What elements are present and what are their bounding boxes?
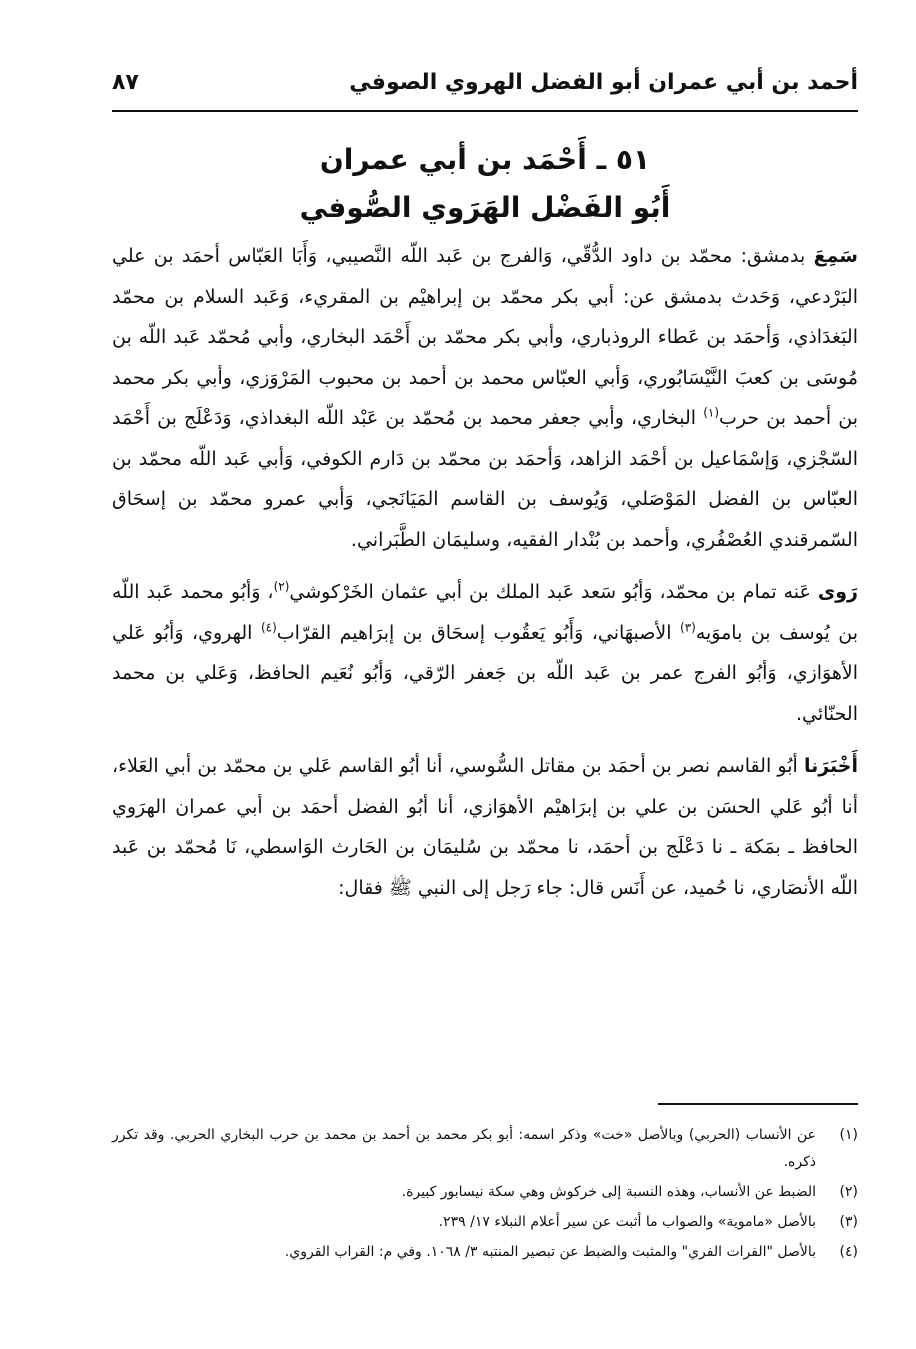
footnote-divider (658, 1103, 858, 1105)
paragraph-text: ، وَأبُو محمد عَبد اللّه بن يُوسف بن باموَيه (112, 581, 858, 644)
paragraph-lead: سَمِعَ (813, 245, 858, 267)
footnote (112, 1122, 858, 1176)
footnote (112, 1239, 858, 1266)
body-text (112, 236, 858, 920)
footnote-marker: (٢) (273, 579, 290, 594)
entry-heading-line-2: أَبُو الفَضْل الهَرَوي الصُّوفي (299, 191, 671, 224)
paragraph-lead: أَخْبَرَنا (803, 755, 858, 777)
paragraph-heard-from (112, 236, 858, 560)
footnote-number: (١) (839, 1127, 858, 1143)
paragraph-text: البخاري، وأبي جعفر محمد بن مُحمّد بن عَبْد اللّه البغداذي، وَدَعْلَج بن أَحْمَد السّجْزي، وَإسْمَاعيل بن أحْمَد الزاهد، وَأحمَد بن محمّد بن دَارم الكوفي، وَأبي عَبد اللّه محمّد بن العبّاس بن الفضل المَوْصَلي، وَيُوسف بن القاسم المَيَانَجي، وَأبي عمرو محمّد بن إسحَاق السّمرقندي العُصْفُري، وأحمد بن بُنْدار الفقيه، وسليمَان الطَّبَراني. (112, 407, 858, 551)
footnote-text: عن الأنساب (الحربي) وبالأصل «خت» وذكر اسمه: أبو بكر محمد بن أحمد بن محمد بن حرب البخاري الحربي. وقد تكرر ذكره. (112, 1127, 816, 1170)
footnote-number: (٢) (839, 1184, 858, 1200)
entry-heading-line-1: ٥١ ـ أَحْمَد بن أبي عمران (319, 143, 651, 176)
footnote-marker: (٣) (680, 620, 696, 635)
footnote (112, 1209, 858, 1236)
paragraph-lead: رَوى (817, 581, 858, 603)
page-number: ٨٧ (112, 70, 139, 95)
footnote-marker: (٤) (260, 620, 277, 635)
paragraph-chain (112, 746, 858, 908)
paragraph-text: بدمشق: محمّد بن داود الدُّقّي، وَالفرج بن عَبد اللّه النَّصيبي، وَأَبَا العَبّاس أحمَد بن علي البَرْدعي، وَحَدث بدمشق عن: أبي بكر محمّد بن إبراهيْم بن المقريء، وَعَبد السلام بن محمّد البَغدَاذي، وَأحمَد بن عَطاء الروذباري، وأبي بكر محمّد بن أَحْمَد البخاري، وأبي مُحمّد عَبد اللّه بن مُوسَى بن كعبَ النَّيْسَابُوري، وَأبي العبّاس محمد بن أحمد بن محبوب المَرْوَزي، وأبي بكر محمد بن أحمد بن حرب (112, 245, 859, 429)
paragraph-text: عَنه تمام بن محمّد، وَأبُو سَعد عَبد الملك بن أبي عثمان الخَرْكوشي (289, 581, 818, 603)
footnote-text: الضبط عن الأنساب، وهذه النسبة إلى خركوش وهي سكة نيسابور كبيرة. (401, 1184, 816, 1200)
footnotes (112, 1122, 858, 1269)
paragraph-narrated-from (112, 572, 858, 734)
running-title: أحمد بن أبي عمران أبو الفضل الهروي الصوفي (349, 70, 858, 95)
paragraph-text: أبُو القاسم نصر بن أحمَد بن مقاتل السُّوسي، أنا أبُو القاسم عَلي بن محمّد بن أبي العَلاء، أنا أبُو عَلي الحسَن بن علي بن إبرَاهيْم الأهوَازي، أنا أبُو الفضل أحمَد بن أبي عمران الهرَوي الحافظ ـ بمَكة ـ نا دَعْلَج بن أحمَد، نا محمّد بن سُليمَان بن الحَارث الوَاسطي، نَا مُحمّد بن عَبد اللّه الأنصَاري، نا حُميد، عن أَنَس قال: جاء رَجل إلى النبي ﷺ فقال: (112, 755, 858, 899)
entry-heading (112, 136, 858, 232)
running-header (112, 68, 858, 112)
footnote-text: بالأصل «ماموية» والصواب ما أثبت عن سير أعلام النبلاء ١٧/ ٢٣٩. (438, 1214, 816, 1230)
footnote-text: بالأصل "الفرات الفري" والمثبت والضبط عن تبصير المنتبه ٣/ ١٠٦٨. وفي م: القراب القروي. (284, 1244, 816, 1260)
footnote (112, 1179, 858, 1206)
footnote-marker: (١) (703, 405, 720, 420)
paragraph-text: الأصبهَاني، وَأَبُو يَعقُوب إسحَاق بن إبرَاهيم القرّاب (276, 621, 680, 644)
footnote-number: (٣) (839, 1214, 858, 1230)
paragraph-text: الهروي، وَأبُو عَلي الأهوَازي، وَأبُو الفرج عمر بن عَبد اللّه بن جَعفر الرّقي، وَأبُو نُعَيم الحافظ، وَعَلي بن محمد الحنّائي. (112, 621, 858, 725)
footnote-number: (٤) (839, 1244, 858, 1260)
